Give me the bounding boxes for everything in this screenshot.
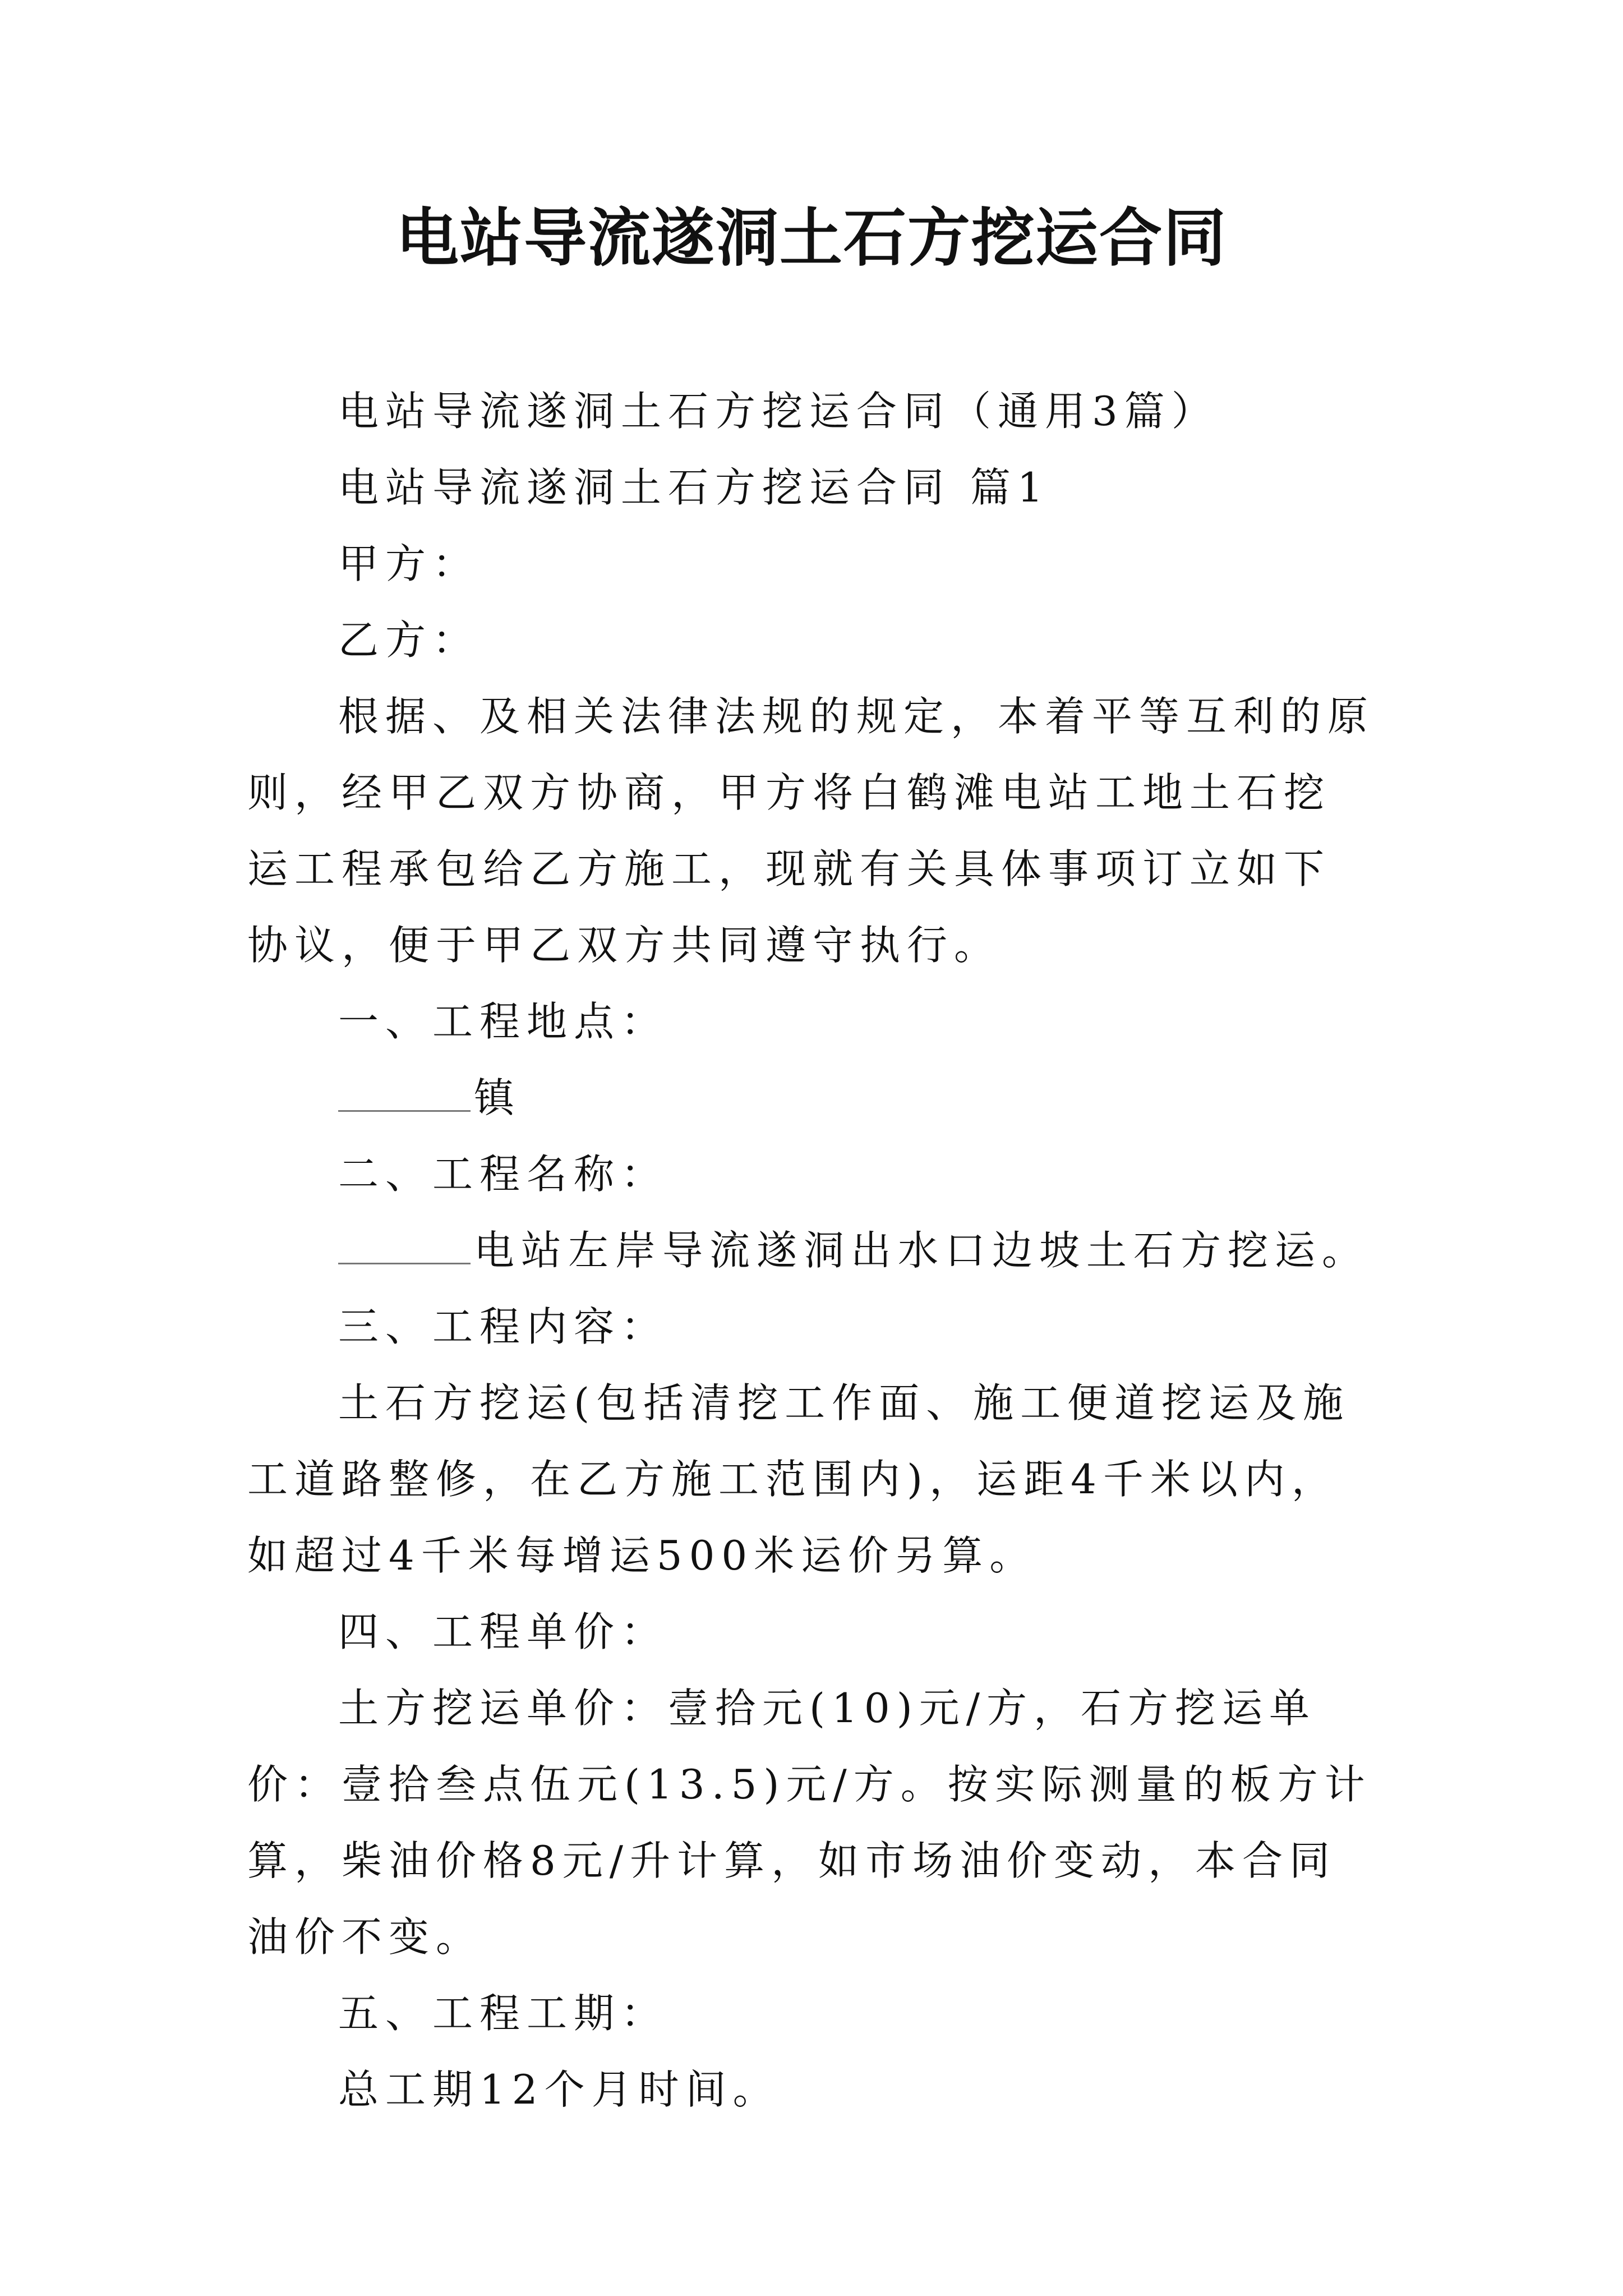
location-text: 镇 [474, 1074, 522, 1121]
section-content-heading: 三、工程内容： [338, 1303, 668, 1350]
document-title: 电站导流遂洞土石方挖运合同 [396, 201, 1227, 275]
section-content-text: 土石方挖运(包括清挖工作面、施工便道挖运及施工道路整修，在乙方施工范围内)，运距4千米以内，如超过4千米每增运500米运价另算。 [247, 1379, 1350, 1579]
fill-in-blank [338, 1249, 471, 1264]
document-body [247, 373, 1375, 2128]
section-name-heading: 二、工程名称： [338, 1151, 668, 1198]
section-location-value [247, 1060, 1375, 1136]
fill-in-blank [338, 1097, 471, 1112]
section-price-text: 土方挖运单价：壹拾元(10)元/方，石方挖运单价：壹拾叁点伍元(13.5)元/方。按实际测量的板方计算，柴油价格8元/升计算，如市场油价变动，本合同油价不变。 [247, 1685, 1372, 1961]
section-price-heading: 四、工程单价： [338, 1608, 668, 1655]
section-location-heading: 一、工程地点： [338, 998, 668, 1045]
chapter-heading: 电站导流遂洞土石方挖运合同 篇1 [338, 464, 1050, 511]
party-b-label: 乙方： [338, 616, 480, 664]
subtitle: 电站导流遂洞土石方挖运合同（通用3篇） [338, 388, 1219, 435]
section-name-value [247, 1212, 1375, 1289]
section-schedule-text: 总工期12个月时间。 [338, 2066, 780, 2113]
project-name-text: 电站左岸导流遂洞出水口边坡土石方挖运。 [474, 1227, 1370, 1274]
intro-paragraph: 根据、及相关法律法规的规定，本着平等互利的原则，经甲乙双方协商，甲方将白鹤滩电站工地土石挖运工程承包给乙方施工，现就有关具体事项订立如下协议，便于甲乙双方共同遵守执行。 [247, 693, 1375, 969]
party-a-label: 甲方： [338, 540, 480, 587]
section-schedule-heading: 五、工程工期： [338, 1990, 668, 2037]
